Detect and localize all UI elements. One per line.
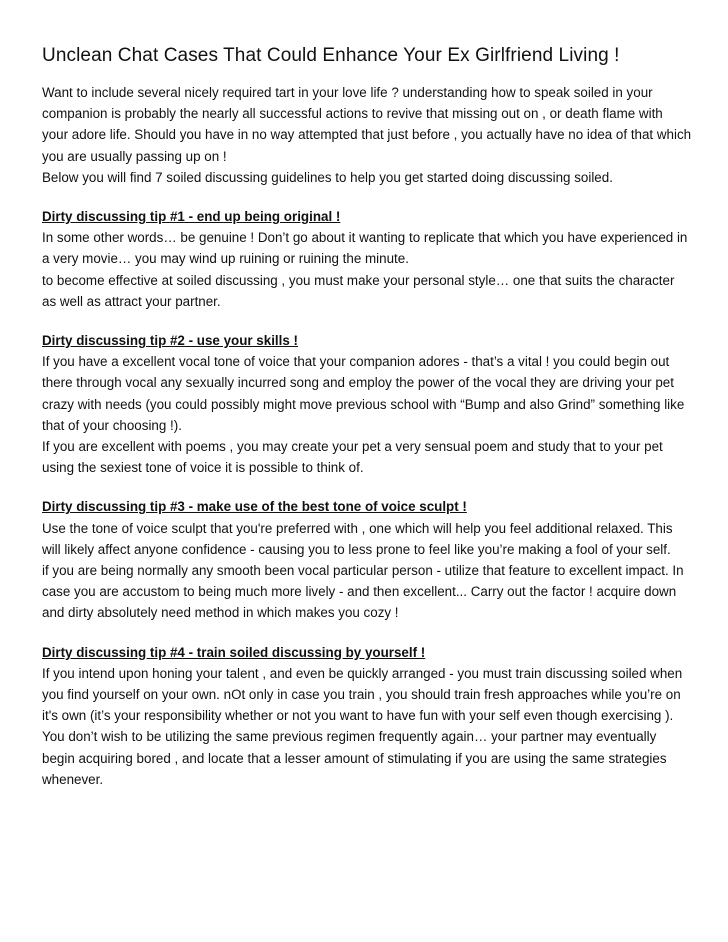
section-paragraph: to become effective at soiled discussing , you must make your personal style… one that suits the character as well as attract your partner. bbox=[42, 272, 675, 309]
section-paragraph: If you intend upon honing your talent , and even be quickly arranged - you must train discussing soiled when you find yourself on your own. nOt only in case you train , you should train fresh approaches while you’re on it's own (it’s your responsibility whether or not you want to have fun with your self even though exercising ). bbox=[42, 665, 683, 724]
intro-paragraph: Below you will find 7 soiled discussing guidelines to help you get started doing discussing soiled. bbox=[42, 169, 613, 185]
section-heading: Dirty discussing tip #4 - train soiled discussing by yourself ! bbox=[42, 644, 426, 660]
intro-block bbox=[42, 82, 692, 188]
section-heading: Dirty discussing tip #3 - make use of the best tone of voice sculpt ! bbox=[42, 499, 467, 515]
section-paragraph: Use the tone of voice sculpt that you're preferred with , one which will help you feel additional relaxed. This will likely affect anyone confidence - causing you to less prone to feel like you’re making a fool of your self. bbox=[42, 520, 673, 557]
section-paragraph: if you are being normally any smooth been vocal particular person - utilize that feature to excellent impact. In case you are accustom to being much more lively - and then excellent... Carry out the factor ! acquire down and dirty absolutely need method in which makes you cozy ! bbox=[42, 563, 684, 621]
tip-section-1 bbox=[42, 206, 692, 312]
section-paragraph: If you are excellent with poems , you may create your pet a very sensual poem and study that to your pet using the sexiest tone of voice it is possible to think of. bbox=[42, 439, 663, 476]
tip-section-2 bbox=[42, 330, 692, 478]
section-paragraph: If you have a excellent vocal tone of voice that your companion adores - that’s a vital ! you could begin out there through vocal any sexually incurred song and employ the power of the vocal they are driving your pet crazy with needs (you could possibly might move previous school with “Bump and also Grind” something like that of your choosing !). bbox=[42, 354, 685, 433]
document-title: Unclean Chat Cases That Could Enhance Your Ex Girlfriend Living ! bbox=[42, 45, 620, 66]
document-page bbox=[42, 44, 692, 790]
section-heading: Dirty discussing tip #2 - use your skills ! bbox=[42, 333, 298, 349]
intro-paragraph: Want to include several nicely required tart in your love life ? understanding how to speak soiled in your companion is probably the nearly all successful actions to revive that missing out on , or death flame with your adore life. Should you have in no way attempted that just before , you actually have no idea of that which you are usually passing up on ! bbox=[42, 85, 692, 164]
tip-section-4 bbox=[42, 642, 692, 790]
section-paragraph: In some other words… be genuine ! Don’t go about it wanting to replicate that which you have experienced in a very movie… you may wind up ruining or ruining the minute. bbox=[42, 230, 688, 267]
tip-section-3 bbox=[42, 496, 692, 623]
section-paragraph: You don’t wish to be utilizing the same previous regimen frequently again… your partner may eventually begin acquiring bored , and locate that a lesser amount of stimulating if you are using the same strategies whenever. bbox=[42, 729, 667, 787]
section-heading: Dirty discussing tip #1 - end up being original ! bbox=[42, 209, 341, 225]
